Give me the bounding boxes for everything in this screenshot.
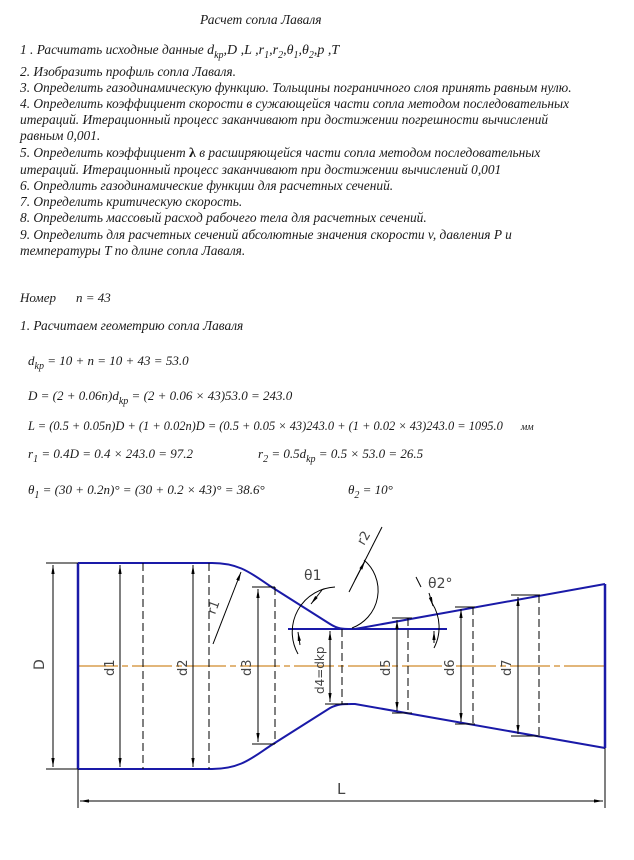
dim-d1-label: d1 [103, 659, 118, 676]
dim-L-label: L [337, 780, 346, 798]
eq-r2-sub: 2 [263, 454, 269, 465]
task-1-r2-sub: 2 [278, 50, 284, 61]
eq-r1-a: r [28, 446, 34, 461]
dim-d5-label: d5 [379, 659, 394, 676]
angle-theta1-label: θ1 [304, 568, 322, 584]
task-9-line-1: 9. Определить для расчетных сечений абсолютные значения скорости v, давления P и [20, 227, 512, 242]
radius-r1-label: r1 [204, 598, 224, 617]
arrow [298, 632, 300, 645]
number-value: n = 43 [75, 290, 111, 305]
dim-d4-label: d4=dkp [313, 646, 327, 694]
eq-r1-sub: 1 [33, 454, 39, 465]
lambda-symbol: λ [188, 146, 196, 161]
arrow [355, 561, 365, 580]
task-5-text: 5. Определить коэффициент [20, 145, 189, 160]
task-5-line-2: итераций. Итерационный процесс заканчивают при достижении вычислений 0,001 [20, 162, 502, 177]
section-heading: 1. Расчитаем геометрию сопла Лаваля [20, 318, 244, 333]
task-1-vars: ,D ,L ,r [223, 43, 265, 58]
eq-r2-sub2: kp [306, 454, 316, 465]
task-3: 3. Определить газодинамическую функцию. Тольщины пограничного слоя принять равным нулю. [20, 80, 572, 95]
dim-d7-label: d7 [500, 659, 515, 676]
dim-D-label: D [32, 659, 48, 670]
task-4-line-2: итераций. Итерационный процесс заканчивают при достижении погрешности вычислений [20, 112, 549, 127]
eq-dkp-lhs: d [28, 353, 35, 368]
task-9-line-2: температуры T по длине сопла Лаваля. [20, 243, 246, 258]
eq-D-sub: kp [118, 396, 129, 407]
arrow [429, 593, 433, 606]
number-label: Номер [20, 290, 56, 305]
task-8: 8. Определить массовый расход рабочего тела для расчетных сечений. [20, 210, 427, 225]
task-1-th1-sub: 1 [293, 50, 299, 61]
task-1-sep: ,r [269, 43, 279, 58]
eq-th1-sub: 1 [34, 490, 40, 501]
eq-D-b: = (2 + 0.06 × 43)53.0 = 243.0 [128, 388, 293, 403]
eq-r1-b: = 0.4D = 0.4 × 243.0 = 97.2 [38, 446, 194, 461]
page-title: Расчет сопла Лаваля [200, 12, 322, 27]
angle-theta1-arc [292, 587, 335, 654]
task-4-line-1: 4. Определить коэффициент скорости в сужающейся части сопла методом последовательных [20, 96, 570, 111]
eq-L-text: L = (0.5 + 0.05n)D + (1 + 0.02n)D = (0.5 + 0.05 × 43)243.0 + (1 + 0.02 × 43)243.0 = 1095.0 [28, 419, 503, 433]
eq-th2-sub: 2 [354, 490, 360, 501]
task-5-text: в расширяющейся части сопла методом последовательных [195, 145, 541, 160]
eq-r2-a: r [258, 446, 264, 461]
task-1-end: ,p ,T [313, 43, 340, 58]
eq-r2-c: = 0.5 × 53.0 = 26.5 [315, 446, 424, 461]
eq-th1-b: = (30 + 0.2n)° = (30 + 0.2 × 43)° = 38.6° [39, 482, 265, 497]
task-6: 6. Опредлить газодинамические функции для расчетных сечений. [20, 178, 394, 193]
task-1-dkp-sub: kp [214, 50, 224, 61]
task-1-text: 1 . Расчитать исходные данные [20, 42, 208, 57]
eq-th2-a: θ [348, 482, 355, 497]
task-1-dkp: d [207, 43, 215, 58]
task-2: 2. Изобразить профиль сопла Лаваля. [20, 64, 236, 79]
task-1-sep: ,θ [283, 43, 294, 58]
task-7: 7. Определить критическую скорость. [20, 194, 243, 209]
eq-th2-b: = 10° [359, 482, 393, 497]
dim-d2-label: d2 [176, 659, 191, 676]
task-1-sep: ,θ [298, 43, 309, 58]
radius-r2-label: r2 [354, 528, 375, 548]
nozzle-contour-top [78, 563, 605, 629]
task-1-th2-sub: 2 [308, 50, 314, 61]
eq-D-a: D = (2 + 0.06n)d [28, 388, 119, 403]
task-4-line-3: равным 0,001. [20, 128, 101, 143]
angle-theta2-arc [432, 603, 439, 648]
dim-d6-label: d6 [443, 659, 458, 676]
angle-tick [416, 577, 421, 587]
eq-th1-a: θ [28, 482, 35, 497]
eq-dkp-rhs: = 10 + n = 10 + 43 = 53.0 [43, 353, 189, 368]
angle-theta2-label: θ2° [428, 576, 453, 592]
radius-r2-arc [352, 560, 378, 628]
task-1-r1-sub: 1 [264, 50, 270, 61]
eq-L-unit: мм [520, 422, 534, 433]
dim-d3-label: d3 [240, 659, 255, 676]
eq-r2-b: = 0.5d [268, 446, 307, 461]
eq-dkp-sub: kp [34, 361, 44, 372]
